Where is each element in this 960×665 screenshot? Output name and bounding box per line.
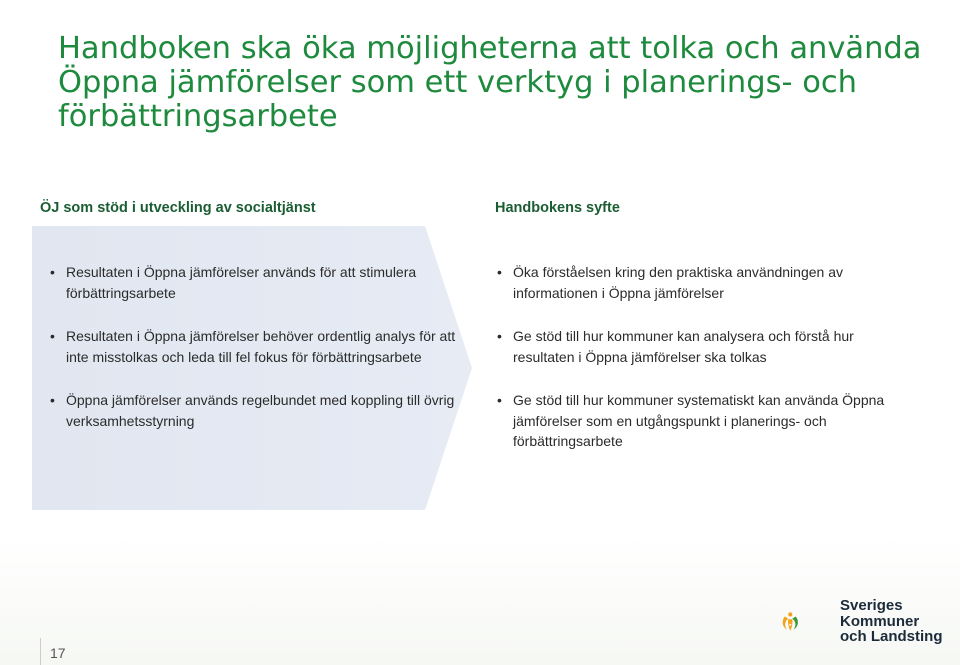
- slide-title: Handboken ska öka möjligheterna att tolka och använda Öppna jämförelser som ett verktyg i planerings- och förbättringsarbete: [58, 31, 922, 134]
- page-number: 17: [50, 645, 66, 661]
- list-item: • Resultaten i Öppna jämförelser används för att stimulera förbättringsarbete: [48, 262, 458, 303]
- right-column-heading: Handbokens syfte: [495, 200, 620, 216]
- page-divider: [40, 638, 41, 665]
- skl-logo-text: Sveriges Kommuner och Landsting: [840, 597, 943, 645]
- list-item: • Resultaten i Öppna jämförelser behöver ordentlig analys för att inte misstolkas och leda till fel fokus för förbättringsarbete: [48, 326, 458, 367]
- list-item: • Öppna jämförelser används regelbundet med koppling till övrig verksamhetsstyrning: [48, 390, 458, 431]
- left-bullet-list: [48, 262, 458, 431]
- skl-logo-icon: [780, 592, 840, 652]
- list-item: • Ge stöd till hur kommuner systematiskt kan använda Öppna jämförelser som en utgångspunkt i planerings- och förbättringsarbete: [495, 390, 915, 452]
- left-column-heading: ÖJ som stöd i utveckling av socialtjänst: [40, 200, 316, 216]
- list-item: • Ge stöd till hur kommuner kan analysera och förstå hur resultaten i Öppna jämförelser ska tolkas: [495, 326, 915, 367]
- list-item: • Öka förståelsen kring den praktiska användningen av informationen i Öppna jämförelser: [495, 262, 915, 303]
- right-bullet-list: [495, 262, 915, 452]
